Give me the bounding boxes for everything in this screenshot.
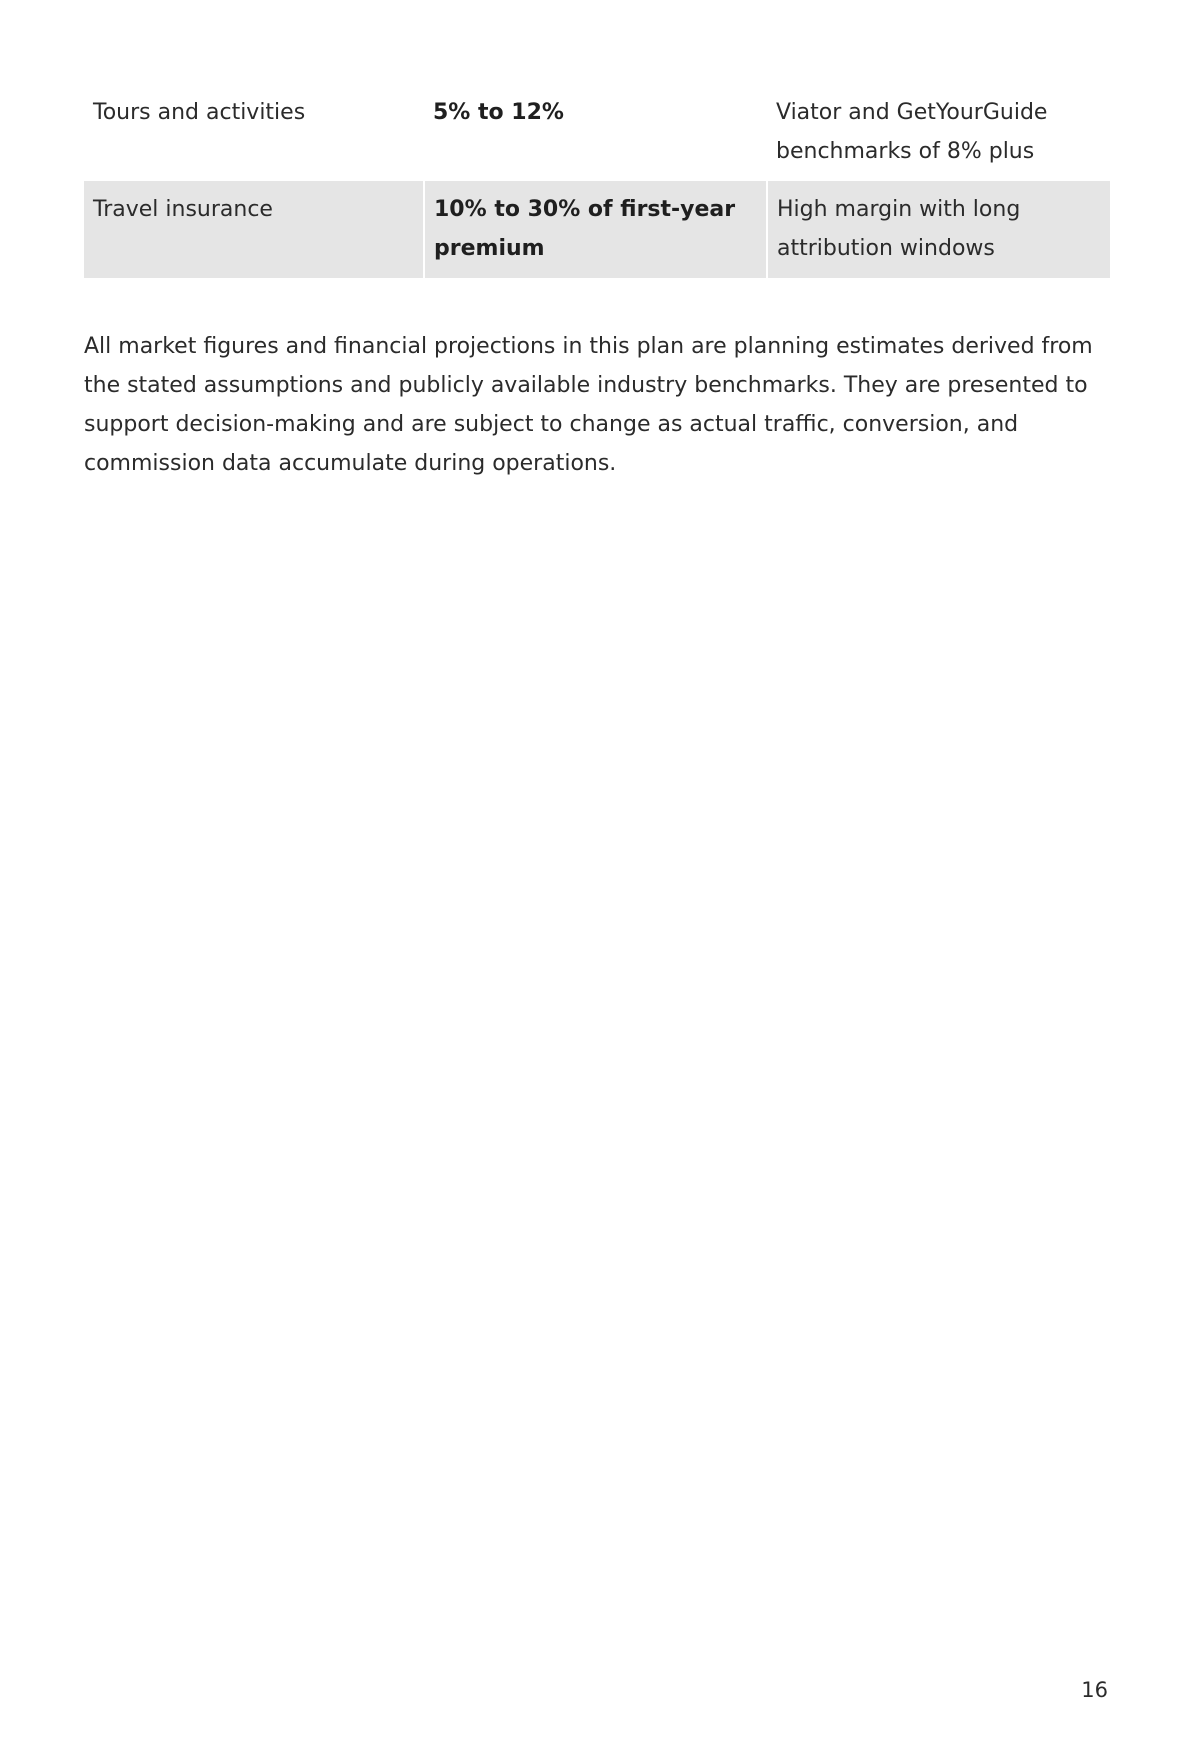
page-number: 16	[1081, 1678, 1108, 1702]
notes-cell: Viator and GetYourGuide benchmarks of 8% plus	[776, 100, 1048, 164]
rate-cell: 10% to 30% of first-year premium	[424, 181, 767, 278]
table-row	[84, 181, 1110, 278]
rate-cell: 5% to 12%	[433, 100, 564, 125]
disclaimer-paragraph: All market figures and financial projections in this plan are planning estimates derived from the stated assumptions and publicly available industry benchmarks. They are presented to support decision-making and are subject to change as actual traffic, conversion, and commission data accumulate during operations.	[84, 334, 1093, 476]
notes-cell: High margin with long attribution windows	[767, 181, 1110, 278]
category-cell: Tours and activities	[93, 100, 306, 125]
commission-rates-table	[84, 84, 1110, 278]
table-row	[84, 84, 1110, 181]
category-cell: Travel insurance	[84, 181, 424, 278]
